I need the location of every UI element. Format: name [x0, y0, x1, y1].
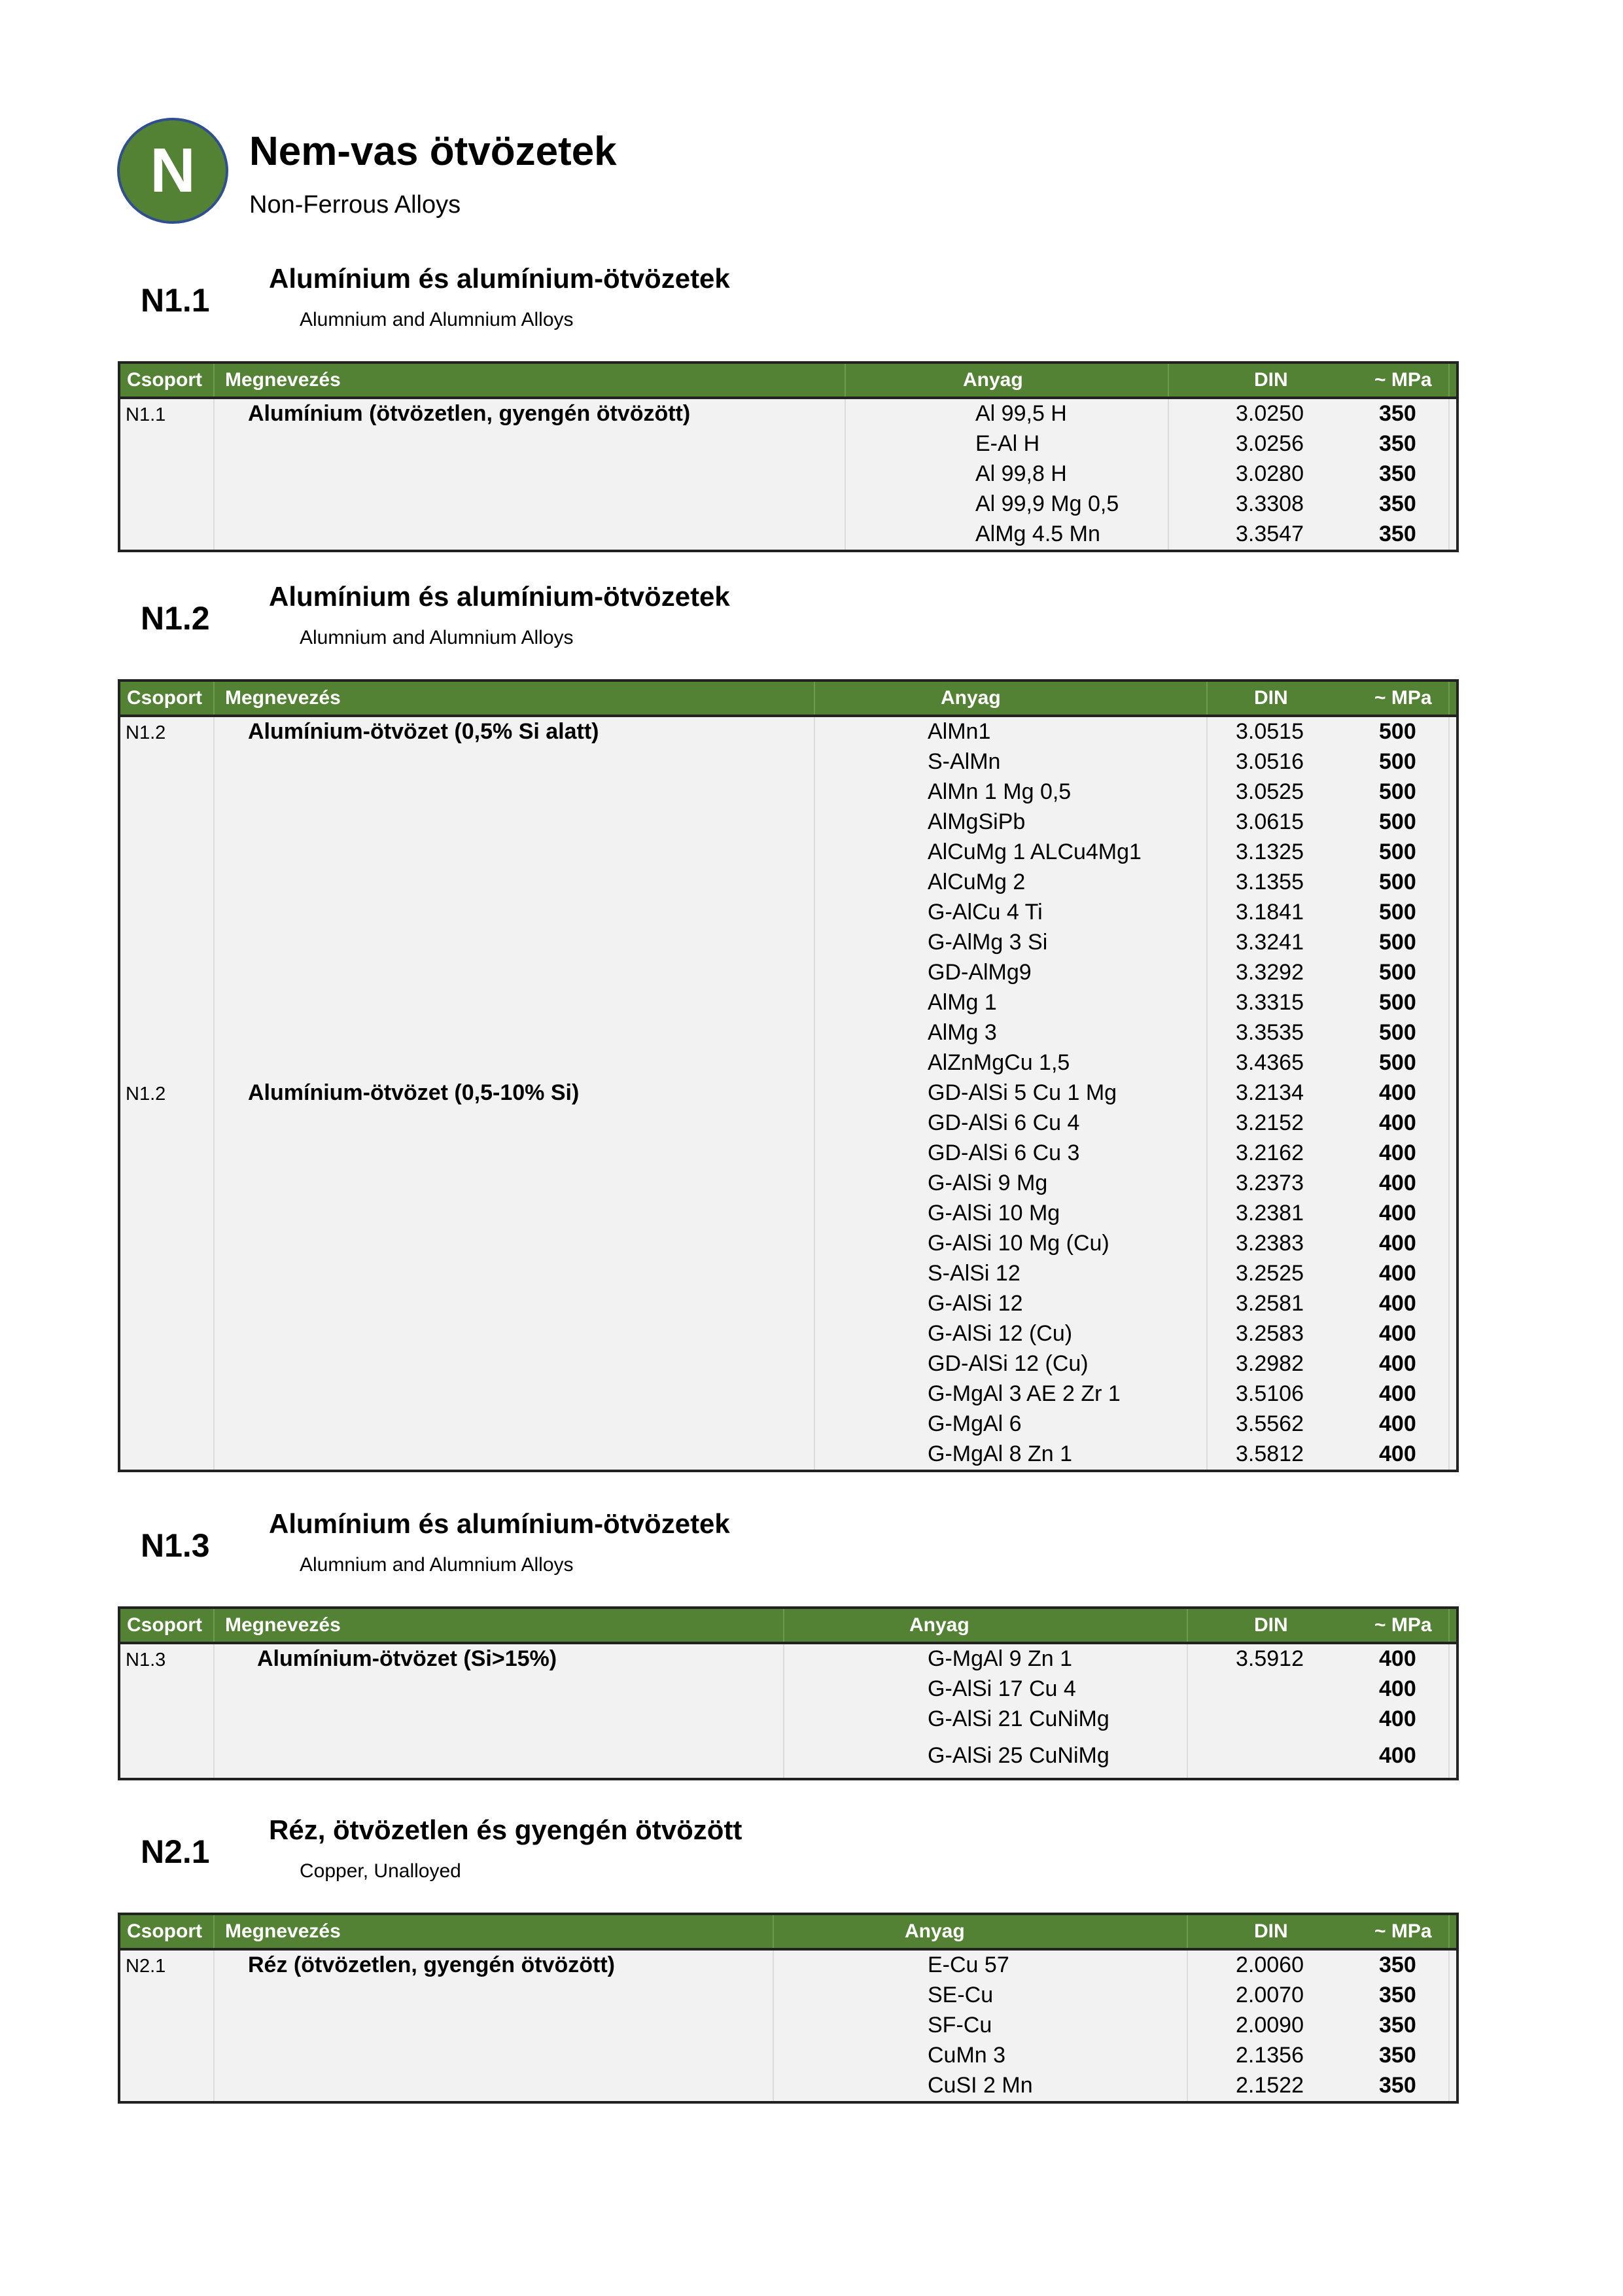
material-table — [118, 361, 1459, 552]
material-cell: S-AlMn — [928, 749, 1001, 774]
table-row — [120, 868, 1456, 898]
table-body — [120, 399, 1456, 550]
column-divider — [213, 1915, 215, 1948]
din-cell: 3.0515 — [1236, 719, 1304, 744]
mpa-cell: 350 — [1379, 2043, 1416, 2068]
din-cell: 3.2581 — [1236, 1291, 1304, 1316]
header-mpa: ~ MPa — [1374, 369, 1432, 391]
section-title: Réz, ötvözetlen és gyengén ötvözött — [269, 1814, 742, 1845]
material-cell: Al 99,9 Mg 0,5 — [975, 491, 1119, 516]
table-row — [120, 520, 1456, 550]
din-cell: 3.5562 — [1236, 1411, 1304, 1436]
din-cell: 3.2373 — [1236, 1171, 1304, 1195]
page-subtitle: Non-Ferrous Alloys — [249, 191, 461, 219]
table-header — [120, 364, 1456, 399]
material-cell: G-AlSi 12 (Cu) — [928, 1321, 1073, 1346]
table-row — [120, 399, 1456, 429]
material-cell: SF-Cu — [928, 2013, 992, 2038]
header-anyag: Anyag — [905, 1920, 965, 1942]
column-divider — [213, 364, 215, 397]
table-row — [120, 928, 1456, 958]
group-cell: N1.3 — [126, 1650, 166, 1670]
material-cell: G-AlSi 10 Mg (Cu) — [928, 1231, 1109, 1256]
material-table — [118, 1913, 1459, 2104]
din-cell: 2.0070 — [1236, 1983, 1304, 2007]
mpa-cell: 350 — [1379, 2073, 1416, 2098]
column-divider — [1448, 1915, 1450, 1948]
table-row — [120, 898, 1456, 928]
mpa-cell: 350 — [1379, 401, 1416, 426]
din-cell: 3.3315 — [1236, 990, 1304, 1015]
table-row — [120, 988, 1456, 1018]
din-cell: 3.0615 — [1236, 809, 1304, 834]
section-subtitle: Copper, Unalloyed — [300, 1860, 461, 1882]
table-row — [120, 1018, 1456, 1048]
mpa-cell: 500 — [1379, 960, 1416, 985]
column-divider — [845, 364, 846, 397]
column-divider — [1187, 1915, 1188, 1948]
table-row — [120, 807, 1456, 838]
material-cell: G-AlCu 4 Ti — [928, 900, 1043, 925]
material-cell: G-MgAl 8 Zn 1 — [928, 1441, 1073, 1466]
table-row — [120, 1289, 1456, 1319]
column-divider — [814, 682, 815, 715]
material-cell: CuMn 3 — [928, 2043, 1006, 2068]
mpa-cell: 400 — [1379, 1201, 1416, 1226]
material-cell: G-AlSi 25 CuNiMg — [928, 1743, 1109, 1768]
header-csoport: Csoport — [127, 369, 202, 391]
material-cell: Al 99,5 H — [975, 401, 1067, 426]
din-cell: 3.1325 — [1236, 839, 1304, 864]
column-divider — [1206, 682, 1208, 715]
material-cell: E-Al H — [975, 431, 1040, 456]
mpa-cell: 500 — [1379, 930, 1416, 955]
material-cell: G-MgAl 9 Zn 1 — [928, 1646, 1073, 1671]
din-cell: 3.2162 — [1236, 1140, 1304, 1165]
column-divider — [213, 682, 215, 715]
table-row — [120, 1259, 1456, 1289]
material-cell: AlMg 3 — [928, 1020, 997, 1045]
header-megnevezes: Megnevezés — [225, 369, 341, 391]
din-cell: 3.4365 — [1236, 1050, 1304, 1075]
section-code: N1.2 — [141, 600, 210, 637]
header-csoport: Csoport — [127, 1920, 202, 1942]
material-cell: G-AlSi 10 Mg — [928, 1201, 1060, 1226]
section-title: Alumínium és alumínium-ötvözetek — [269, 1508, 730, 1539]
material-cell: G-MgAl 6 — [928, 1411, 1022, 1436]
mpa-cell: 500 — [1379, 1020, 1416, 1045]
material-cell: G-AlSi 12 — [928, 1291, 1023, 1316]
name-cell: Alumínium (ötvözetlen, gyengén ötvözött) — [248, 401, 691, 426]
mpa-cell: 400 — [1379, 1231, 1416, 1256]
table-row — [120, 1981, 1456, 2011]
group-cell: N1.1 — [126, 404, 166, 425]
table-row — [120, 1644, 1456, 1674]
name-cell: Alumínium-ötvözet (0,5% Si alatt) — [248, 719, 599, 744]
din-cell: 3.0525 — [1236, 779, 1304, 804]
din-cell: 3.0256 — [1236, 431, 1304, 456]
din-cell: 3.5106 — [1236, 1381, 1304, 1406]
table-row — [120, 1078, 1456, 1108]
header-mpa: ~ MPa — [1374, 687, 1432, 709]
din-cell: 3.3535 — [1236, 1020, 1304, 1045]
column-divider — [773, 1915, 774, 1948]
table-row — [120, 838, 1456, 868]
table-row — [120, 429, 1456, 459]
table-row — [120, 2011, 1456, 2041]
section-code: N2.1 — [141, 1833, 210, 1870]
section-subtitle: Alumnium and Alumnium Alloys — [300, 309, 574, 330]
mpa-cell: 400 — [1379, 1381, 1416, 1406]
material-cell: G-AlMg 3 Si — [928, 930, 1048, 955]
material-cell: AlZnMgCu 1,5 — [928, 1050, 1070, 1075]
table-row — [120, 1139, 1456, 1169]
section-subtitle: Alumnium and Alumnium Alloys — [300, 1554, 574, 1576]
mpa-cell: 400 — [1379, 1743, 1416, 1768]
header-anyag: Anyag — [941, 687, 1001, 709]
din-cell: 3.3241 — [1236, 930, 1304, 955]
table-row — [120, 459, 1456, 489]
material-cell: AlMn 1 Mg 0,5 — [928, 779, 1072, 804]
mpa-cell: 500 — [1379, 990, 1416, 1015]
material-cell: AlMg 4.5 Mn — [975, 521, 1100, 546]
material-cell: G-AlSi 9 Mg — [928, 1171, 1048, 1195]
header-csoport: Csoport — [127, 687, 202, 709]
mpa-cell: 350 — [1379, 1952, 1416, 1977]
mpa-cell: 400 — [1379, 1261, 1416, 1286]
table-row — [120, 777, 1456, 807]
name-cell: Alumínium-ötvözet (0,5-10% Si) — [248, 1080, 580, 1105]
header-megnevezes: Megnevezés — [225, 1614, 341, 1636]
material-cell: GD-AlSi 6 Cu 4 — [928, 1110, 1080, 1135]
din-cell: 3.2583 — [1236, 1321, 1304, 1346]
table-row — [120, 1439, 1456, 1470]
din-cell: 2.0060 — [1236, 1952, 1304, 1977]
section-title: Alumínium és alumínium-ötvözetek — [269, 263, 730, 294]
din-cell: 3.2383 — [1236, 1231, 1304, 1256]
din-cell: 3.5912 — [1236, 1646, 1304, 1671]
mpa-cell: 350 — [1379, 491, 1416, 516]
mpa-cell: 400 — [1379, 1140, 1416, 1165]
table-row — [120, 2071, 1456, 2101]
table-row — [120, 1108, 1456, 1139]
column-divider — [213, 1609, 215, 1642]
material-cell: Al 99,8 H — [975, 461, 1067, 486]
table-row — [120, 1319, 1456, 1349]
header-anyag: Anyag — [963, 369, 1023, 391]
mpa-cell: 400 — [1379, 1110, 1416, 1135]
header-anyag: Anyag — [909, 1614, 969, 1636]
material-cell: GD-AlMg9 — [928, 960, 1032, 985]
table-row — [120, 1169, 1456, 1199]
table-row — [120, 1199, 1456, 1229]
din-cell: 3.5812 — [1236, 1441, 1304, 1466]
mpa-cell: 350 — [1379, 2013, 1416, 2038]
mpa-cell: 500 — [1379, 1050, 1416, 1075]
material-cell: GD-AlSi 5 Cu 1 Mg — [928, 1080, 1117, 1105]
din-cell: 2.1522 — [1236, 2073, 1304, 2098]
table-body — [120, 717, 1456, 1470]
din-cell: 3.2982 — [1236, 1351, 1304, 1376]
material-cell: G-AlSi 17 Cu 4 — [928, 1676, 1076, 1701]
page-title: Nem-vas ötvözetek — [249, 129, 617, 174]
mpa-cell: 350 — [1379, 461, 1416, 486]
table-row — [120, 1674, 1456, 1704]
mpa-cell: 400 — [1379, 1321, 1416, 1346]
header-mpa: ~ MPa — [1374, 1614, 1432, 1636]
material-cell: G-AlSi 21 CuNiMg — [928, 1706, 1109, 1731]
material-cell: CuSI 2 Mn — [928, 2073, 1033, 2098]
table-row — [120, 1349, 1456, 1379]
mpa-cell: 500 — [1379, 779, 1416, 804]
table-row — [120, 1704, 1456, 1741]
din-cell: 3.0280 — [1236, 461, 1304, 486]
material-cell: SE-Cu — [928, 1983, 994, 2007]
name-cell: Réz (ötvözetlen, gyengén ötvözött) — [248, 1952, 615, 1977]
material-cell: G-MgAl 3 AE 2 Zr 1 — [928, 1381, 1121, 1406]
din-cell: 3.1841 — [1236, 900, 1304, 925]
table-row — [120, 958, 1456, 988]
din-cell: 3.2134 — [1236, 1080, 1304, 1105]
table-row — [120, 1409, 1456, 1439]
table-body — [120, 1644, 1456, 1778]
material-cell: AlMn1 — [928, 719, 991, 744]
material-table — [118, 1606, 1459, 1780]
mpa-cell: 400 — [1379, 1411, 1416, 1436]
mpa-cell: 400 — [1379, 1676, 1416, 1701]
din-cell: 3.2152 — [1236, 1110, 1304, 1135]
header-megnevezes: Megnevezés — [225, 687, 341, 709]
din-cell: 2.1356 — [1236, 2043, 1304, 2068]
section-code: N1.1 — [141, 282, 210, 319]
column-divider — [1448, 364, 1450, 397]
table-row — [120, 747, 1456, 777]
table-row — [120, 1379, 1456, 1409]
material-cell: AlMgSiPb — [928, 809, 1026, 834]
mpa-cell: 400 — [1379, 1080, 1416, 1105]
mpa-cell: 500 — [1379, 870, 1416, 894]
mpa-cell: 500 — [1379, 719, 1416, 744]
din-cell: 3.2525 — [1236, 1261, 1304, 1286]
table-header — [120, 682, 1456, 717]
header-megnevezes: Megnevezés — [225, 1920, 341, 1942]
mpa-cell: 350 — [1379, 521, 1416, 546]
mpa-cell: 400 — [1379, 1171, 1416, 1195]
table-row — [120, 1229, 1456, 1259]
section-subtitle: Alumnium and Alumnium Alloys — [300, 627, 574, 648]
table-header — [120, 1609, 1456, 1644]
group-cell: N1.2 — [126, 722, 166, 743]
column-divider — [783, 1609, 784, 1642]
group-cell: N2.1 — [126, 1956, 166, 1977]
header-din: DIN — [1254, 687, 1288, 709]
table-row — [120, 2041, 1456, 2071]
header-din: DIN — [1254, 1614, 1288, 1636]
table-body — [120, 1951, 1456, 2101]
material-table — [118, 679, 1459, 1472]
din-cell: 2.0090 — [1236, 2013, 1304, 2038]
din-cell: 3.3308 — [1236, 491, 1304, 516]
header-mpa: ~ MPa — [1374, 1920, 1432, 1942]
section-title: Alumínium és alumínium-ötvözetek — [269, 581, 730, 612]
mpa-cell: 500 — [1379, 839, 1416, 864]
section-code: N1.3 — [141, 1527, 210, 1564]
material-cell: AlCuMg 1 ALCu4Mg1 — [928, 839, 1142, 864]
group-cell: N1.2 — [126, 1084, 166, 1104]
table-row — [120, 1741, 1456, 1778]
din-cell: 3.3292 — [1236, 960, 1304, 985]
table-row — [120, 1951, 1456, 1981]
material-cell: S-AlSi 12 — [928, 1261, 1021, 1286]
material-cell: AlCuMg 2 — [928, 870, 1026, 894]
material-cell: GD-AlSi 6 Cu 3 — [928, 1140, 1080, 1165]
din-cell: 3.0250 — [1236, 401, 1304, 426]
header-din: DIN — [1254, 369, 1288, 391]
column-divider — [1448, 682, 1450, 715]
column-divider — [1187, 1609, 1188, 1642]
column-divider — [1448, 1609, 1450, 1642]
header-csoport: Csoport — [127, 1614, 202, 1636]
table-row — [120, 489, 1456, 520]
din-cell: 3.2381 — [1236, 1201, 1304, 1226]
table-row — [120, 717, 1456, 747]
table-row — [120, 1048, 1456, 1078]
mpa-cell: 400 — [1379, 1706, 1416, 1731]
mpa-cell: 350 — [1379, 1983, 1416, 2007]
mpa-cell: 400 — [1379, 1441, 1416, 1466]
mpa-cell: 400 — [1379, 1646, 1416, 1671]
mpa-cell: 500 — [1379, 900, 1416, 925]
mpa-cell: 500 — [1379, 809, 1416, 834]
din-cell: 3.0516 — [1236, 749, 1304, 774]
column-divider — [1168, 364, 1169, 397]
table-header — [120, 1915, 1456, 1951]
din-cell: 3.1355 — [1236, 870, 1304, 894]
din-cell: 3.3547 — [1236, 521, 1304, 546]
mpa-cell: 400 — [1379, 1351, 1416, 1376]
material-cell: E-Cu 57 — [928, 1952, 1009, 1977]
material-cell: GD-AlSi 12 (Cu) — [928, 1351, 1089, 1376]
header-din: DIN — [1254, 1920, 1288, 1942]
name-cell: Alumínium-ötvözet (Si>15%) — [257, 1646, 557, 1671]
mpa-cell: 400 — [1379, 1291, 1416, 1316]
mpa-cell: 500 — [1379, 749, 1416, 774]
material-cell: AlMg 1 — [928, 990, 997, 1015]
mpa-cell: 350 — [1379, 431, 1416, 456]
logo-badge: N — [117, 118, 228, 224]
